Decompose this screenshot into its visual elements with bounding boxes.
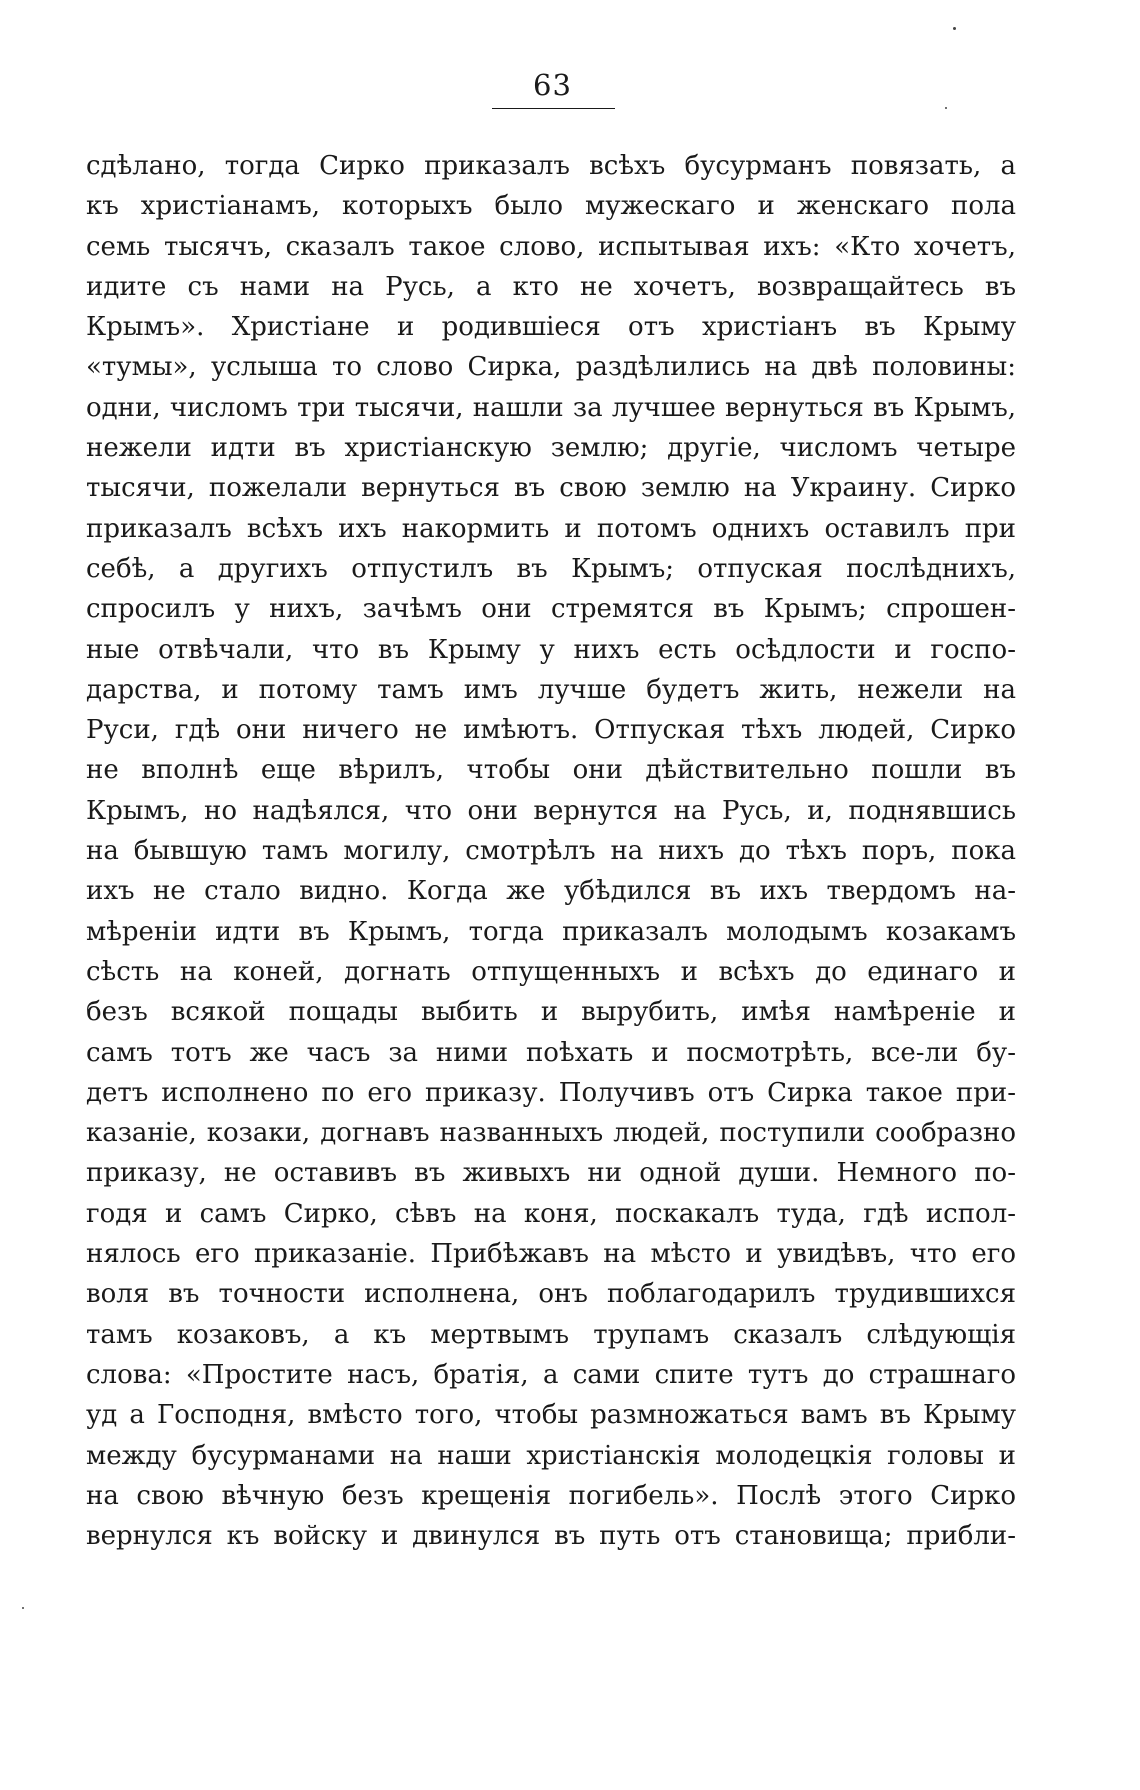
text-line: одни, числомъ три тысячи, нашли за лучшее вернуться въ Крымъ,	[86, 392, 1016, 423]
paper-speck	[953, 27, 956, 30]
text-line: мѣреніи идти въ Крымъ, тогда приказалъ молодымъ козакамъ	[86, 916, 1016, 947]
text-line: вернулся къ войску и двинулся въ путь отъ становища; прибли-	[86, 1521, 1016, 1552]
text-line: между бусурманами на наши христіанскія молодецкія головы и	[86, 1440, 1016, 1471]
text-line: Руси, гдѣ они ничего не имѣютъ. Отпуская тѣхъ людей, Сирко	[86, 715, 1016, 746]
text-line: ные отвѣчали, что въ Крыму у нихъ есть осѣдлости и госпо-	[86, 634, 1016, 665]
text-line: не вполнѣ еще вѣрилъ, чтобы они дѣйствительно пошли въ	[86, 755, 1016, 786]
text-line: на свою вѣчную безъ крещенія погибель». Послѣ этого Сирко	[86, 1480, 1016, 1511]
paper-speck	[22, 1607, 24, 1609]
text-line: Крымъ, но надѣялся, что они вернутся на Русь, и, поднявшись	[86, 795, 1016, 826]
text-line: «тумы», услыша то слово Сирка, раздѣлились на двѣ половины:	[86, 352, 1016, 383]
text-line: приказу, не оставивъ въ живыхъ ни одной души. Немного по-	[86, 1158, 1016, 1189]
text-line: ихъ не стало видно. Когда же убѣдился въ ихъ твердомъ на-	[86, 876, 1016, 907]
body-text	[86, 146, 1016, 1556]
text-line: тамъ козаковъ, а къ мертвымъ трупамъ сказалъ слѣдующія	[86, 1319, 1016, 1350]
text-line: годя и самъ Сирко, сѣвъ на коня, поскакалъ туда, гдѣ испол-	[86, 1198, 1016, 1229]
text-line: безъ всякой пощады выбить и вырубить, имѣя намѣреніе и	[86, 997, 1016, 1028]
text-line: себѣ, а другихъ отпустилъ въ Крымъ; отпуская послѣднихъ,	[86, 553, 1016, 584]
text-line: идите съ нами на Русь, а кто не хочетъ, возвращайтесь въ	[86, 271, 1016, 302]
text-line: на бывшую тамъ могилу, смотрѣлъ на нихъ до тѣхъ поръ, пока	[86, 836, 1016, 867]
text-line: спросилъ у нихъ, зачѣмъ они стремятся въ Крымъ; спрошен-	[86, 594, 1016, 625]
text-line: къ христіанамъ, которыхъ было мужескаго и женскаго пола	[86, 191, 1016, 222]
text-line: слова: «Простите насъ, братія, а сами спите тутъ до страшнаго	[86, 1359, 1016, 1390]
text-line: воля въ точности исполнена, онъ поблагодарилъ трудившихся	[86, 1279, 1016, 1310]
text-line: уд а Господня, вмѣсто того, чтобы размножаться вамъ въ Крыму	[86, 1400, 1016, 1431]
page-number-rule	[492, 108, 615, 109]
text-line: детъ исполнено по его приказу. Получивъ отъ Сирка такое при-	[86, 1077, 1016, 1108]
page-number: 63	[533, 68, 572, 102]
text-line: нялось его приказаніе. Прибѣжавъ на мѣсто и увидѣвъ, что его	[86, 1239, 1016, 1270]
text-line: нежели идти въ христіанскую землю; другіе, числомъ четыре	[86, 433, 1016, 464]
text-line: сѣсть на коней, догнать отпущенныхъ и всѣхъ до единаго и	[86, 956, 1016, 987]
text-line: тысячи, пожелали вернуться въ свою землю на Украину. Сирко	[86, 473, 1016, 504]
text-line: сдѣлано, тогда Сирко приказалъ всѣхъ бусурманъ повязать, а	[86, 151, 1016, 181]
text-line: дарства, и потому тамъ имъ лучше будетъ жить, нежели на	[86, 674, 1016, 705]
text-line: самъ тотъ же часъ за ними поѣхать и посмотрѣть, все-ли бу-	[86, 1037, 1016, 1068]
text-line: Крымъ». Христіане и родившіеся отъ христіанъ въ Крыму	[86, 312, 1016, 343]
paper-speck	[945, 107, 947, 109]
text-line: казаніе, козаки, догнавъ названныхъ людей, поступили сообразно	[86, 1118, 1016, 1149]
text-line: приказалъ всѣхъ ихъ накормить и потомъ однихъ оставилъ при	[86, 513, 1016, 544]
text-line: семь тысячъ, сказалъ такое слово, испытывая ихъ: «Кто хочетъ,	[86, 231, 1016, 262]
